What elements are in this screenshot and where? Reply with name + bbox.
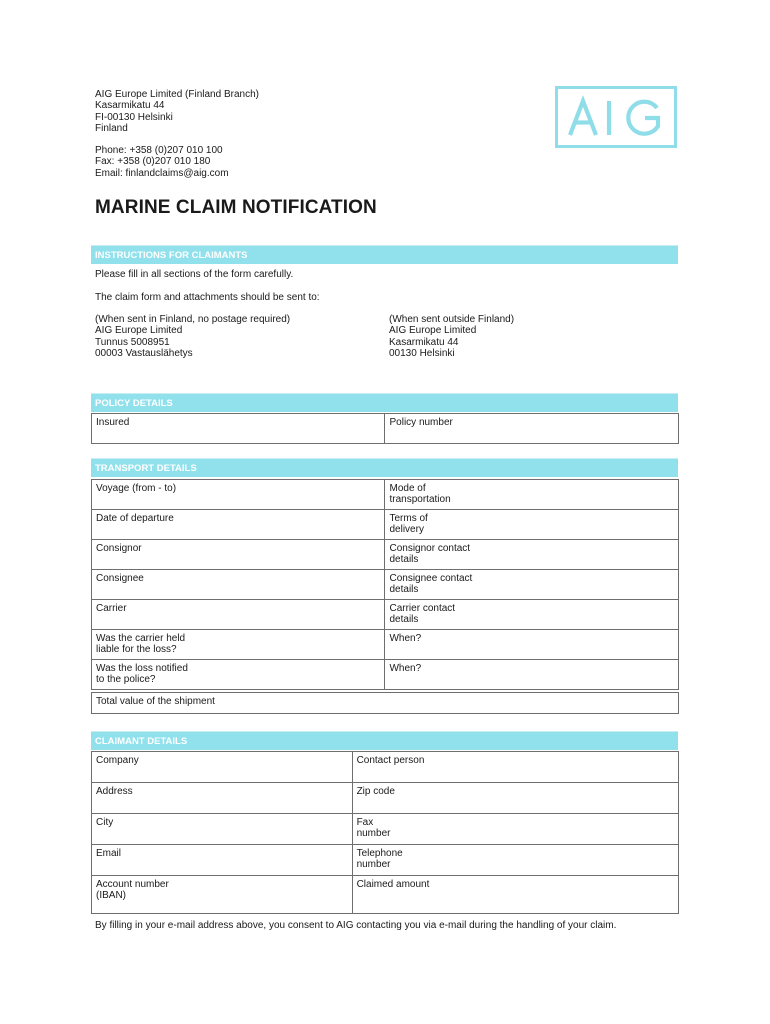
field-label: When? (389, 663, 422, 674)
fax-number-field[interactable] (352, 814, 678, 845)
field-label: Consignee (96, 573, 144, 584)
address-line: Kasarmikatu 44 (95, 100, 165, 112)
company-field[interactable] (92, 752, 353, 783)
address-line: 00003 Vastauslähetys (95, 348, 193, 360)
address-line: AIG Europe Limited (Finland Branch) (95, 89, 259, 100)
zip-code-field[interactable] (352, 783, 678, 814)
field-label: Mode of transportation (389, 483, 451, 506)
field-label: Voyage (from - to) (96, 483, 177, 494)
address-line: AIG Europe Limited (389, 325, 477, 337)
field-label: Telephone number (356, 848, 403, 871)
carrier-liable-field[interactable] (92, 630, 385, 660)
terms-of-delivery-field[interactable] (385, 510, 679, 540)
consignor-contact-field[interactable] (385, 540, 679, 570)
telephone-number-field[interactable] (352, 845, 678, 876)
carrier-contact-field[interactable] (385, 600, 679, 630)
field-label: When? (389, 633, 422, 644)
field-label: City (96, 817, 114, 828)
field-label: Was the carrier held liable for the loss? (96, 633, 186, 656)
consignee-field[interactable] (92, 570, 385, 600)
field-label: Zip code (356, 786, 395, 797)
company-address (95, 89, 259, 135)
address-line: 00130 Helsinki (389, 348, 455, 360)
address-line: Finland (95, 123, 128, 135)
company-contact (95, 145, 229, 179)
mode-of-transportation-field[interactable] (385, 480, 679, 510)
field-label: Carrier contact details (389, 603, 456, 626)
field-label: Company (96, 755, 139, 766)
policy-table (91, 413, 679, 444)
section-header-policy: POLICY DETAILS (91, 393, 678, 412)
address-domestic (95, 314, 290, 360)
address-field[interactable] (92, 783, 353, 814)
field-label: Policy number (389, 417, 453, 428)
fax-line: Fax: +358 (0)207 010 180 (95, 156, 211, 168)
email-line: Email: finlandclaims@aig.com (95, 167, 229, 179)
phone-line: Phone: +358 (0)207 010 100 (95, 145, 223, 156)
address-line: AIG Europe Limited (95, 325, 183, 337)
city-field[interactable] (92, 814, 353, 845)
field-label: Consignee contact details (389, 573, 473, 596)
transport-table (91, 479, 679, 690)
insured-field[interactable] (92, 414, 385, 444)
address-line: (When sent outside Finland) (389, 314, 515, 325)
account-number-field[interactable] (92, 876, 353, 914)
consignor-field[interactable] (92, 540, 385, 570)
instruction-text: The claim form and attachments should be sent to: (95, 292, 320, 303)
section-header-claimant: CLAIMANT DETAILS (91, 731, 678, 750)
email-consent-note: By filling in your e-mail address above, you consent to AIG contacting you via e-mail during the handling of your claim. (95, 920, 617, 931)
consignee-contact-field[interactable] (385, 570, 679, 600)
email-field[interactable] (92, 845, 353, 876)
voyage-field[interactable] (92, 480, 385, 510)
address-line: Tunnus 5008951 (95, 336, 170, 348)
total-value-field[interactable] (92, 693, 679, 714)
address-line: FI-00130 Helsinki (95, 111, 173, 123)
field-label: Carrier (96, 603, 127, 614)
field-label: Terms of delivery (389, 513, 428, 536)
instruction-text: Please fill in all sections of the form carefully. (95, 269, 294, 280)
field-label: Date of departure (96, 513, 174, 524)
contact-person-field[interactable] (352, 752, 678, 783)
address-international (389, 314, 514, 360)
carrier-field[interactable] (92, 600, 385, 630)
field-label: Consignor contact details (389, 543, 471, 566)
date-of-departure-field[interactable] (92, 510, 385, 540)
field-label: Email (96, 848, 122, 859)
field-label: Account number (IBAN) (96, 879, 169, 902)
claimant-table (91, 751, 679, 914)
field-label: Total value of the shipment (96, 696, 215, 707)
aig-logo (555, 86, 677, 148)
field-label: Contact person (356, 755, 425, 766)
page-title: MARINE CLAIM NOTIFICATION (95, 197, 377, 218)
policy-number-field[interactable] (385, 414, 679, 444)
section-header-transport: TRANSPORT DETAILS (91, 458, 678, 477)
address-line: Kasarmikatu 44 (389, 336, 459, 348)
field-label: Consignor (96, 543, 142, 554)
section-header-instructions: INSTRUCTIONS FOR CLAIMANTS (91, 245, 678, 264)
field-label: Address (96, 786, 133, 797)
police-notified-when-field[interactable] (385, 660, 679, 690)
police-notified-field[interactable] (92, 660, 385, 690)
field-label: Was the loss notified to the police? (96, 663, 188, 686)
carrier-liable-when-field[interactable] (385, 630, 679, 660)
field-label: Fax number (356, 817, 391, 840)
field-label: Claimed amount (356, 879, 430, 890)
aig-logo-mark (566, 95, 666, 139)
claimed-amount-field[interactable] (352, 876, 678, 914)
address-line: (When sent in Finland, no postage required) (95, 314, 291, 325)
total-value-table (91, 692, 679, 714)
field-label: Insured (96, 417, 130, 428)
